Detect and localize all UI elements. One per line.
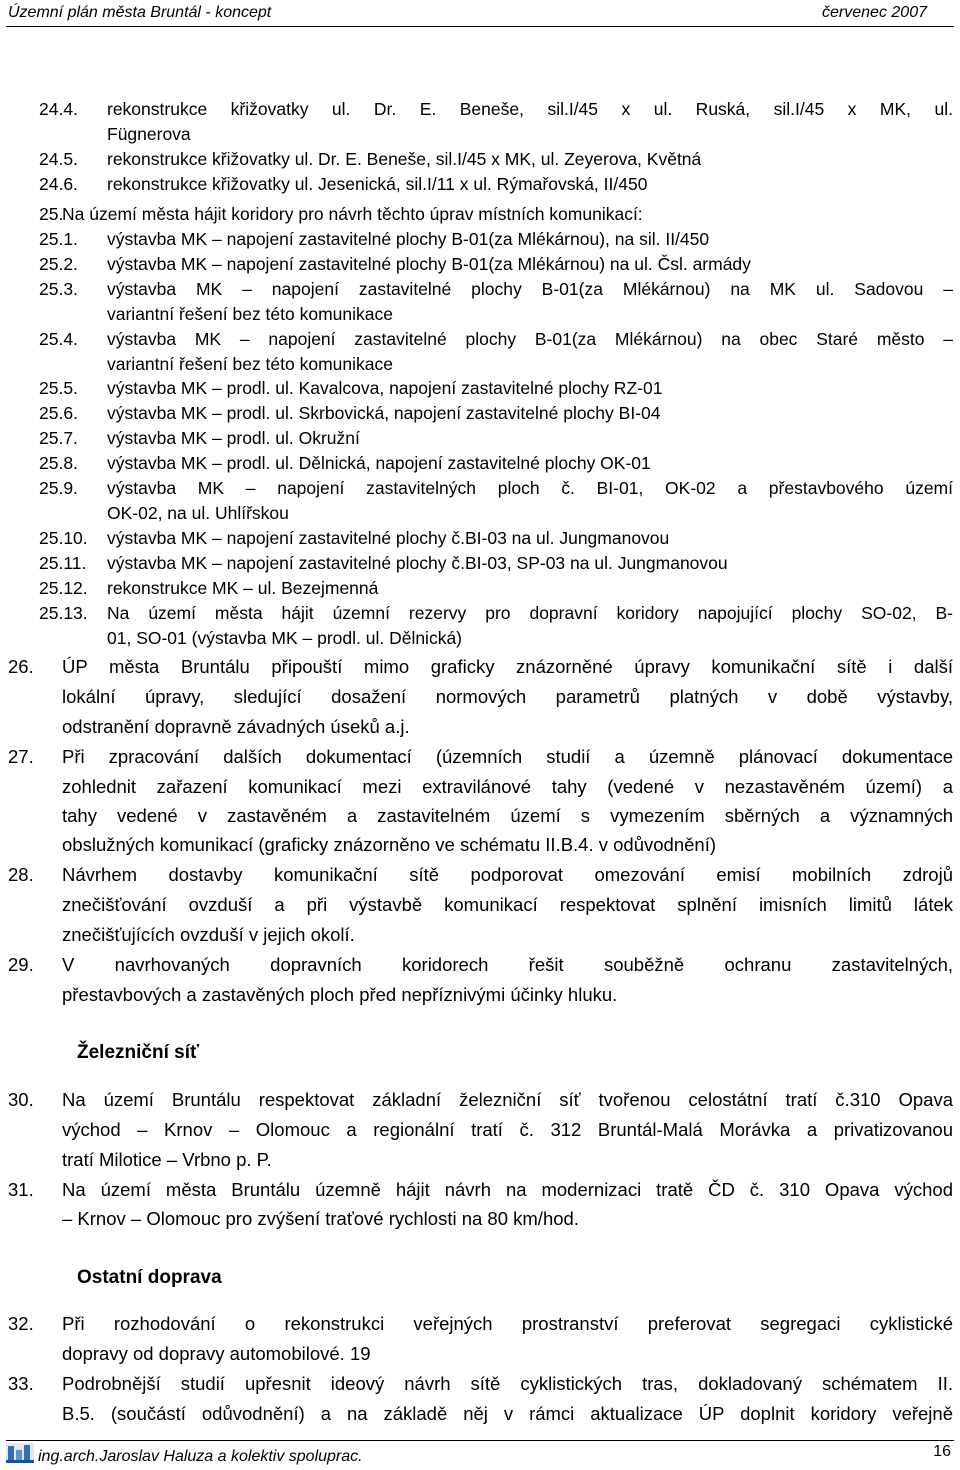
header-divider [6, 26, 954, 27]
paragraph-line: Návrhem dostavby komunikační sítě podporovat omezování emisí mobilních zdrojů [62, 864, 953, 885]
footer-divider [6, 1440, 954, 1441]
paragraph-line: zohlednit zařazení komunikací mezi extravilánové tahy (vedené v nezastavěném území) a [62, 776, 953, 797]
paragraph-line: Na území Bruntálu respektovat základní železniční síť tvořenou celostátní tratí č.310 Opava [62, 1089, 953, 1110]
item-number: 25.6. [39, 403, 78, 423]
paragraph-number: 29. [8, 954, 34, 975]
item-text: výstavba MK – napojení zastavitelné plochy B-01(za Mlékárnou) na ul. Čsl. armády [107, 254, 751, 274]
item-number: 25.7. [39, 428, 78, 448]
item-text: výstavba MK – prodl. ul. Kavalcova, napojení zastavitelné plochy RZ-01 [107, 378, 663, 398]
item-number: 24.5. [39, 149, 78, 169]
paragraph-line: znečišťujících ovzduší v jejich okolí. [62, 924, 355, 945]
item-text: výstavba MK – napojení zastavitelných ploch č. BI-01, OK-02 a přestavbového území [107, 478, 953, 498]
paragraph-line: obslužných komunikací (graficky znázorněno ve schématu II.B.4. v odůvodnění) [62, 834, 717, 855]
item-number: 25.13. [39, 603, 88, 623]
paragraph-line: Podrobnější studií upřesnit ideový návrh sítě cyklistických tras, dokladovaný schématem II. [62, 1373, 953, 1394]
item-number: 25.4. [39, 329, 78, 349]
item-text: výstavba MK – prodl. ul. Dělnická, napojení zastavitelné plochy OK-01 [107, 453, 651, 473]
item-number: 25.10. [39, 528, 88, 548]
item-text-continuation: OK-02, na ul. Uhlířskou [107, 503, 289, 523]
paragraph-line: lokální úpravy, sledující dosažení normových parametrů platných v době výstavby, [62, 686, 953, 707]
item-number: 25.1. [39, 229, 78, 249]
paragraph-line: tratí Milotice – Vrbno p. P. [62, 1149, 272, 1170]
item-text: rekonstrukce křižovatky ul. Jesenická, sil.I/11 x ul. Rýmařovská, II/450 [107, 174, 648, 194]
paragraph-number: 31. [8, 1179, 34, 1200]
item-text: výstavba MK – napojení zastavitelné plochy č.BI-03, SP-03 na ul. Jungmanovou [107, 553, 728, 573]
paragraph-line: dopravy od dopravy automobilové. 19 [62, 1343, 371, 1364]
item-number: 25.9. [39, 478, 78, 498]
paragraph-line: Na území města Bruntálu územně hájit návrh na modernizaci tratě ČD č. 310 Opava východ [62, 1179, 953, 1200]
item-number: 25.2. [39, 254, 78, 274]
footer-author: ing.arch.Jaroslav Haluza a kolektiv spoluprac. [38, 1448, 363, 1465]
item-number: 25.11. [39, 553, 87, 573]
paragraph-line: východ – Krnov – Olomouc a regionální tratí č. 312 Bruntál-Malá Morávka a privatizovanou [62, 1119, 953, 1140]
item-number: 25. [39, 204, 64, 224]
item-text: Na území města hájit koridory pro návrh těchto úprav místních komunikací: [62, 204, 643, 224]
paragraph-line: Při rozhodování o rekonstrukci veřejných prostranství preferovat segregaci cyklistické [62, 1313, 953, 1334]
item-text: výstavba MK – napojení zastavitelné plochy č.BI-03 na ul. Jungmanovou [107, 528, 670, 548]
section-heading-other-transport: Ostatní doprava [77, 1267, 222, 1288]
item-text: Na území města hájit územní rezervy pro dopravní koridory napojující plochy SO-02, B- [107, 603, 953, 623]
item-number: 24.6. [39, 174, 78, 194]
paragraph-line: znečišťování ovzduší a při výstavbě komunikací respektovat splnění imisních limitů látek [62, 894, 953, 915]
item-text-continuation: Fügnerova [107, 124, 191, 144]
item-text: rekonstrukce křižovatky ul. Dr. E. Beneše, sil.I/45 x MK, ul. Zeyerova, Květná [107, 149, 702, 169]
paragraph-line: přestavbových a zastavěných ploch před nepříznivými účinky hluku. [62, 984, 618, 1005]
paragraph-line: – Krnov – Olomouc pro zvýšení traťové rychlosti na 80 km/hod. [62, 1208, 579, 1229]
item-number: 25.3. [39, 279, 78, 299]
item-text: rekonstrukce MK – ul. Bezejmenná [107, 578, 379, 598]
paragraph-line: ÚP města Bruntálu připouští mimo graficky znázorněné úpravy komunikační sítě i další [62, 656, 953, 677]
item-text: rekonstrukce křižovatky ul. Dr. E. Beneše, sil.I/45 x ul. Ruská, sil.I/45 x MK, ul. [107, 99, 953, 119]
section-heading-railway: Železniční síť [77, 1042, 200, 1063]
item-number: 25.5. [39, 378, 78, 398]
paragraph-number: 32. [8, 1313, 34, 1334]
item-number: 25.8. [39, 453, 78, 473]
item-text: výstavba MK – napojení zastavitelné plochy B-01(za Mlékárnou), na sil. II/450 [107, 229, 710, 249]
paragraph-line: Při zpracování dalších dokumentací (územních studií a územně plánovací dokumentace [62, 746, 953, 767]
item-text-continuation: variantní řešení bez této komunikace [107, 304, 393, 324]
item-number: 24.4. [39, 99, 78, 119]
item-text-continuation: 01, SO-01 (výstavba MK – prodl. ul. Dělnická) [107, 628, 463, 648]
paragraph-line: V navrhovaných dopravních koridorech řešit souběžně ochranu zastavitelných, [62, 954, 953, 975]
document-date: červenec 2007 [822, 4, 927, 21]
paragraph-line: odstranění dopravně závadných úseků a.j. [62, 716, 410, 737]
item-text-continuation: variantní řešení bez této komunikace [107, 354, 393, 374]
page-header [0, 0, 960, 26]
item-text: výstavba MK – prodl. ul. Okružní [107, 428, 360, 448]
page-number: 16 [933, 1443, 951, 1460]
paragraph-number: 26. [8, 656, 34, 677]
paragraph-number: 30. [8, 1089, 34, 1110]
paragraph-number: 28. [8, 864, 34, 885]
paragraph-number: 27. [8, 746, 34, 767]
item-number: 25.12. [39, 578, 88, 598]
item-text: výstavba MK – napojení zastavitelné plochy B-01(za Mlékárnou) na obec Staré město – [107, 329, 953, 349]
paragraph-line: B.5. (součástí odůvodnění) a na základě něj v rámci aktualizace ÚP doplnit koridory veřejně [62, 1403, 953, 1424]
paragraph-number: 33. [8, 1373, 34, 1394]
item-text: výstavba MK – napojení zastavitelné plochy B-01(za Mlékárnou) na MK ul. Sadovou – [107, 279, 953, 299]
company-logo-icon [6, 1443, 34, 1463]
document-title: Územní plán města Bruntál - koncept [8, 4, 272, 21]
item-text: výstavba MK – prodl. ul. Skrbovická, napojení zastavitelné plochy BI-04 [107, 403, 661, 423]
paragraph-line: tahy vedené v zastavěném a zastavitelném území s vymezením sběrných a významných [62, 805, 953, 826]
